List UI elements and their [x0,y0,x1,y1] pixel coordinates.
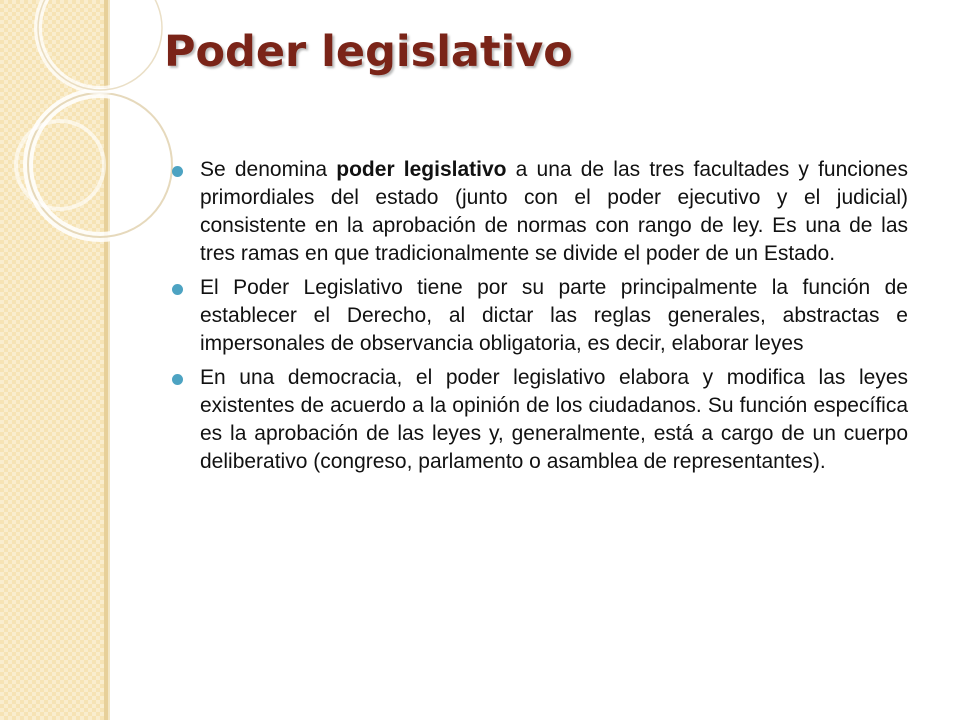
bullet-dot-icon [172,166,183,177]
bullet-dot-icon [172,374,183,385]
slide-title: Poder legislativo [164,27,573,77]
bold-term: poder legislativo [336,158,507,181]
bullet-item [172,274,908,358]
bullet-item [172,156,908,268]
bullet-item [172,364,908,476]
bullet-list [172,156,908,482]
bullet-text: El Poder Legislativo tiene por su parte principalmente la función de establecer el Derecho, al dictar las reglas generales, abstractas e impersonales de observancia obligatoria, es decir, elaborar leyes [200,276,908,355]
bullet-text: Se denomina poder legislativo a una de las tres facultades y funciones primordiales del estado (junto con el poder ejecutivo y el judicial) consistente en la aprobación de normas con rango de ley. Es una de las tres ramas en que tradicionalmente se divide el poder de un Estado. [200,158,908,265]
bullet-dot-icon [172,284,183,295]
bullet-text: En una democracia, el poder legislativo elabora y modifica las leyes existentes de acuerdo a la opinión de los ciudadanos. Su función específica es la aprobación de las leyes y, generalmente, está a cargo de un cuerpo deliberativo (congreso, parlamento o asamblea de representantes). [200,366,908,473]
